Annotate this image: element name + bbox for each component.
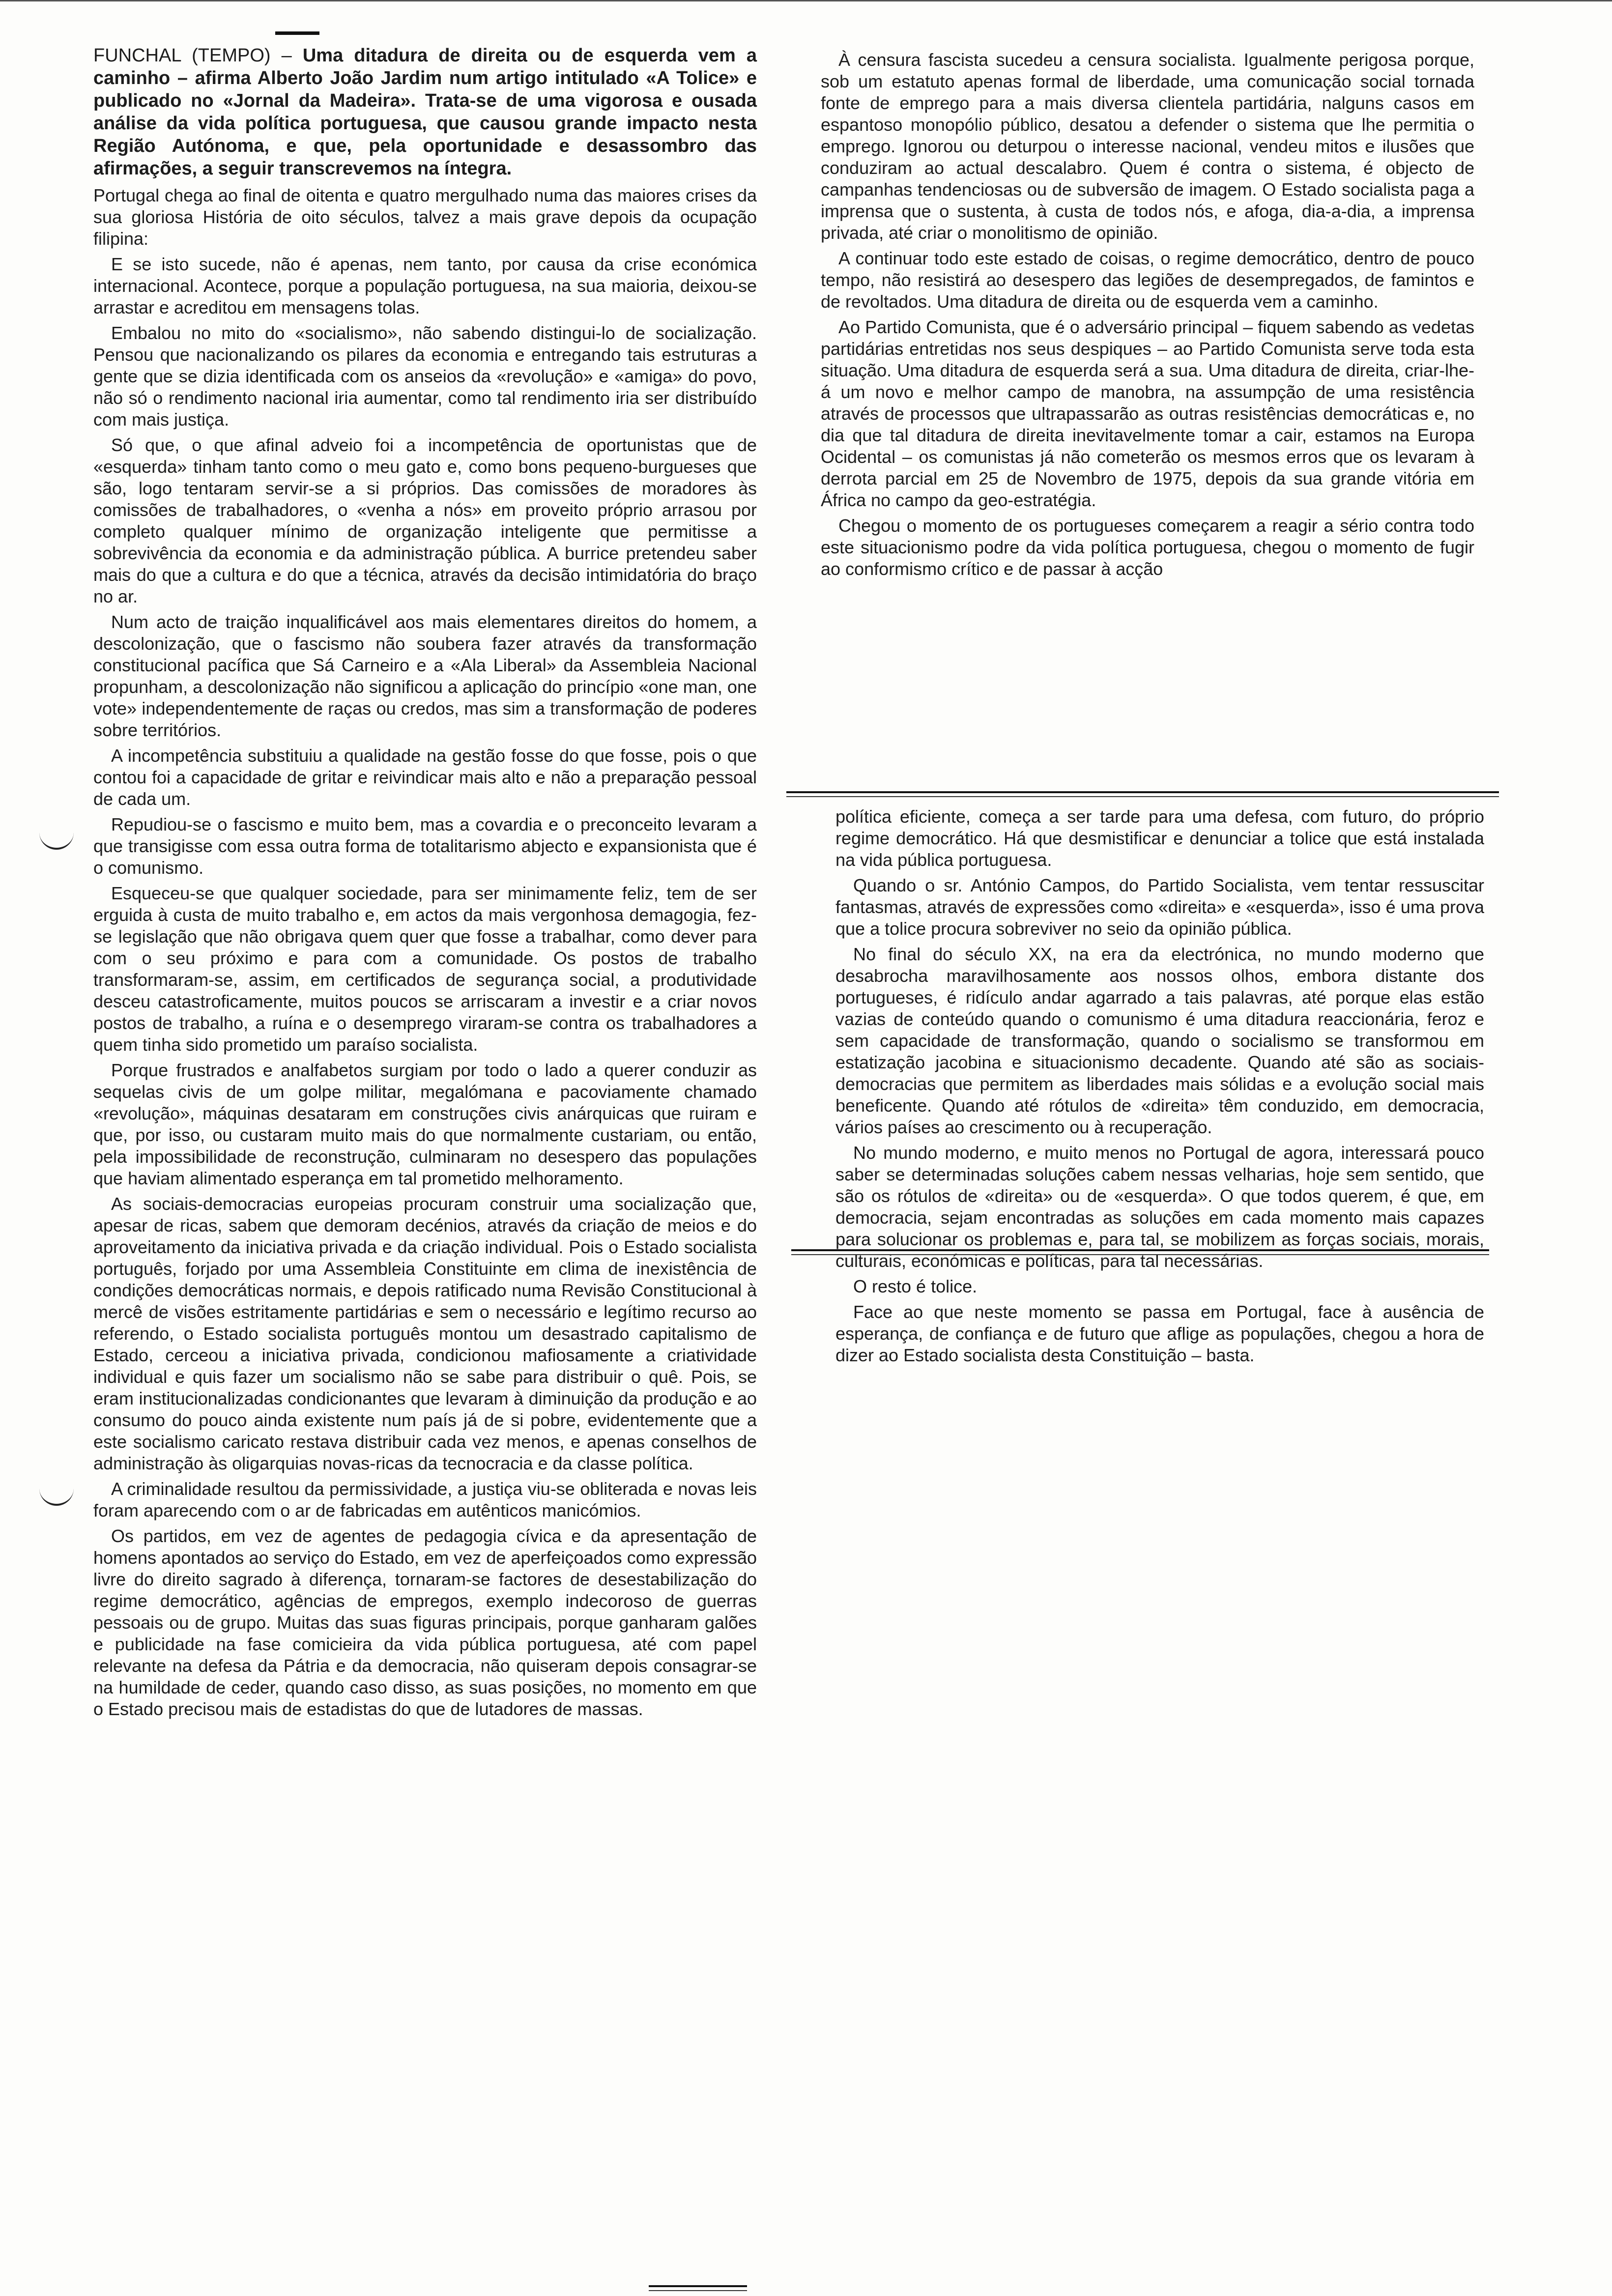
paragraph: A criminalidade resultou da permissividade, a justiça viu-se obliterada e novas leis foram aparecendo com o ar de fabricadas em autênticos manicómios.: [93, 1479, 757, 1521]
dateline: FUNCHAL (TEMPO) –: [93, 45, 292, 66]
paragraph: Ao Partido Comunista, que é o adversário principal – fiquem sabendo as vedetas partidárias entretidas nos seus despiques – ao Partido Comunista serve toda esta situação. Uma ditadura de esquerda será a sua. Uma ditadura de direita, criar-lhe-á um novo e melhor campo de manobra, na assumpção de uma resistência através de processos que ultrapassarão as outras resistências democráticas e, no dia que tal ditadura de direita inevitavelmente tomar a cair, estamos na Europa Ocidental – os comunistas já não cometerão os mesmos erros que os levaram à derrota parcial em 25 de Novembro de 1975, depois da sua grande vitória em África no campo da geo-estratégia.: [821, 317, 1474, 510]
article-end-rule: [791, 1249, 1489, 1251]
article-lead: [93, 44, 757, 180]
paragraph: Portugal chega ao final de oitenta e quatro mergulhado numa das maiores crises da sua gloriosa História de oito séculos, talvez a mais grave depois da ocupação filipina:: [93, 185, 757, 249]
paragraph: Chegou o momento de os portugueses começarem a reagir a sério contra todo este situacionismo podre da vida política portuguesa, chegou o momento de fugir ao conformismo crítico e de passar à acção: [821, 516, 1474, 579]
paragraph: Só que, o que afinal adveio foi a incompetência de oportunistas que de «esquerda» tinham tanto como o meu gato e, como bons pequeno-burgueses que são, logo tentaram servir-se a si próprios. Das comissões de moradores às comissões de trabalhadores, o «venha a nós» em proveito próprio arrasou por completo qualquer mínimo de organização inteligente que permitisse a sobrevivência da economia e da administração pública. A burrice pretendeu saber mais do que a cultura e do que a técnica, através da decisão intimidatória do braço no ar.: [93, 435, 757, 606]
paragraph: Face ao que neste momento se passa em Portugal, face à ausência de esperança, de confiança e de futuro que aflige as populações, chegou a hora de dizer ao Estado socialista desta Constituição – basta.: [835, 1302, 1484, 1365]
paragraph: À censura fascista sucedeu a censura socialista. Igualmente perigosa porque, sob um estatuto apenas formal de liberdade, uma comunicação social tornada fonte de emprego para a mais diversa clientela partidária, nalguns casos em espantoso monopólio público, desatou a defender o sistema que lhe permitia o emprego. Ignorou ou deturpou o interesse nacional, vendeu mitos e ilusões que conduziram ao actual descalabro. Quem é contra o sistema, é objecto de campanhas tendenciosas ou de subversão de imagem. O Estado socialista paga a imprensa que o sustenta, à custa de todos nós, e afoga, dia-a-dia, a imprensa privada, até criar o monolitismo de opinião.: [821, 50, 1474, 243]
paragraph: As sociais-democracias europeias procuram construir uma socialização que, apesar de ricas, sabem que demoram decénios, através da criação de meios e do aproveitamento da iniciativa privada e da criação individual. Pois o Estado socialista português, forjado por uma Assembleia Constituinte em clima de inexistência de condições democráticas normais, e depois ratificado numa Revisão Constitucional à mercê de visões estritamente partidárias e sem o necessário e legítimo recurso ao referendo, o Estado socialista português montou um desastrado capitalismo de Estado, cerceou a iniciativa privada, condicionou mafiosamente a criatividade individual e quis fazer um socialismo não se sabe para distribuir o quê. Pois, se eram institucionalizadas condicionantes que levaram à diminuição da produção e ao consumo do pouco ainda existente num país já de si pobre, evidentemente que a este socialismo caricato restava distribuir cada vez menos, e apenas conselhos de administração às oligarquias novas-ricas da tecnocracia e da classe política.: [93, 1194, 757, 1473]
section-divider: [786, 791, 1499, 793]
right-column-top: [821, 49, 1474, 584]
left-column: [93, 44, 757, 1724]
paragraph: A incompetência substituiu a qualidade na gestão fosse do que fosse, pois o que contou foi a capacidade de gritar e reivindicar mais alto e não a preparação pessoal de cada um.: [93, 746, 757, 809]
paragraph: E se isto sucede, não é apenas, nem tanto, por causa da crise económica internacional. Acontece, porque a população portuguesa, na sua maioria, deixou-se arrastar e acreditou em mensagens tolas.: [93, 254, 757, 317]
paragraph: Esqueceu-se que qualquer sociedade, para ser minimamente feliz, tem de ser erguida à custa de muito trabalho e, em actos da mais vergonhosa demagogia, fez-se legislação que não obrigava quem quer que fosse a trabalhar, como dever para com o seu próximo e para com a comunidade. Os postos de trabalho transformaram-se, assim, em certificados de segurança social, a produtividade desceu catastroficamente, muitos poucos se arriscaram a investir e a criar novos postos de trabalho, a ruína e o desemprego viraram-se contra os trabalhadores a quem tinha sido prometido um paraíso socialista.: [93, 883, 757, 1055]
margin-pen-mark: [39, 828, 74, 850]
paragraph: A continuar todo este estado de coisas, o regime democrático, dentro de pouco tempo, não resistirá ao desespero das legiões de desempregados, de famintos e de revoltados. Uma ditadura de direita ou de esquerda vem a caminho.: [821, 248, 1474, 312]
paragraph: No final do século XX, na era da electrónica, no mundo moderno que desabrocha maravilhosamente aos nossos olhos, embora distante dos portugueses, é ridículo andar agarrado a tais palavras, até porque elas estão vazias de conteúdo quando o comunismo é uma ditadura reaccionária, feroz e sem capacidade de transformação, quando o socialismo se transformou em estatização jacobina e situacionismo decadente. Quando até são as sociais-democracias que permitem as liberdades mais sólidas e a evolução social mais beneficente. Quando até rótulos de «direita» têm conduzido, em democracia, vários países ao crescimento ou à recuperação.: [835, 944, 1484, 1137]
paragraph: Repudiou-se o fascismo e muito bem, mas a covardia e o preconceito levaram a que transigisse com essa outra forma de totalitarismo abjecto e expansionista que é o comunismo.: [93, 814, 757, 878]
article-end-rule-thin: [791, 1254, 1489, 1255]
page-top-edge: [0, 0, 1612, 1]
margin-pen-mark: [39, 1484, 74, 1506]
paragraph: Num acto de traição inqualificável aos mais elementares direitos do homem, a descolonização, que o fascismo não soubera fazer através da transformação constitucional pacífica que Sá Carneiro e a «Ala Liberal» da Assembleia Nacional propunham, a descolonização não significou a aplicação do princípio «one man, one vote» independentemente de raças ou credos, mas sim a transformação de poderes sobre territórios.: [93, 612, 757, 740]
paragraph: política eficiente, começa a ser tarde para uma defesa, com futuro, do próprio regime democrático. Há que desmistificar e denunciar a tolice que está instalada na vida pública portuguesa.: [835, 806, 1484, 870]
paragraph: Embalou no mito do «socialismo», não sabendo distingui-lo de socialização. Pensou que nacionalizando os pilares da economia e entregando tais estruturas a gente que se dizia identificada com os anseios da «revolução» e «amiga» do povo, não só o rendimento nacional iria aumentar, como tal rendimento iria ser distribuído com mais justiça.: [93, 323, 757, 430]
paragraph: Porque frustrados e analfabetos surgiam por todo o lado a querer conduzir as sequelas civis de um golpe militar, megalómana e pacoviamente chamado «revolução», máquinas desataram em construções civis anárquicas que ruiram e que, por isso, ou custaram muito mais do que normalmente custariam, ou então, pela impossibilidade de reconstrução, culminaram no desespero das populações que haviam alimentado esperança em tal prometido melhoramento.: [93, 1060, 757, 1188]
section-divider-thin: [786, 796, 1499, 797]
column-end-rule-thin: [649, 2290, 747, 2291]
lead-text: Uma ditadura de direita ou de esquerda vem a caminho – afirma Alberto João Jardim num artigo intitulado «A Tolice» e publicado no «Jornal da Madeira». Trata-se de uma vigorosa e ousada análise da vida política portuguesa, que causou grande impacto nesta Região Autónoma, e que, pela oportunidade e desassombro das afirmações, a seguir transcrevemos na íntegra.: [93, 45, 757, 179]
paragraph: Quando o sr. António Campos, do Partido Socialista, vem tentar ressuscitar fantasmas, através de expressões como «direita» e «esquerda», isso é uma prova que a tolice procura sobreviver no seio da opinião pública.: [835, 875, 1484, 939]
paragraph: No mundo moderno, e muito menos no Portugal de agora, interessará pouco saber se determinadas soluções cabem nessas velharias, hoje sem sentido, que são os rótulos de «direita» ou de «esquerda». O que todos querem, é que, em democracia, sejam encontradas as soluções em cada momento mais capazes para solucionar os problemas e, para tal, se mobilizem as forças sociais, morais, culturais, económicas e políticas, para tal necessárias.: [835, 1143, 1484, 1271]
paragraph: Os partidos, em vez de agentes de pedagogia cívica e da apresentação de homens apontados ao serviço do Estado, em vez de aperfeiçoados como expressão livre do direito sagrado à diferença, tornaram-se factores de desestabilização do regime democrático, agências de empregos, exemplo indecoroso de guerras pessoais ou de grupo. Muitas das suas figuras principais, porque ganharam galões e publicidade na fase comicieira da vida pública portuguesa, até com papel relevante na defesa da Pátria e da democracia, não quiseram depois consagrar-se na humildade de ceder, quando caso disso, as suas posições, no momento em que o Estado precisou mais de estadistas do que de lutadores de massas.: [93, 1526, 757, 1719]
headline-rule: [275, 31, 319, 35]
paragraph: O resto é tolice.: [853, 1276, 978, 1296]
right-column-bottom: [835, 806, 1484, 1370]
column-end-rule: [649, 2285, 747, 2287]
